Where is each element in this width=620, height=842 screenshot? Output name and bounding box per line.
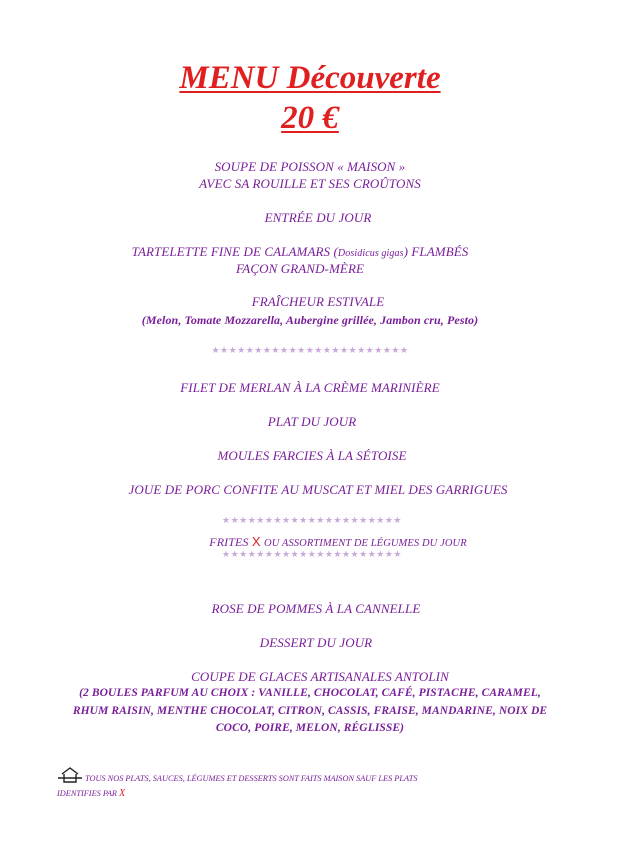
separator-stars-3: ★★★★★★★★★★★★★★★★★★★★★	[222, 550, 402, 560]
fraicheur-title: FRAÎCHEUR ESTIVALE	[251, 294, 385, 309]
tartelette-text-a: TARTELETTE FINE DE CALAMARS (	[131, 244, 338, 259]
main-item-moules: MOULES FARCIES À LA SÉTOISE	[217, 448, 407, 463]
main-item-joue-de-porc: JOUE DE PORC CONFITE AU MUSCAT ET MIEL DES GARRIGUES	[128, 482, 508, 497]
menu-price: 20 €	[281, 100, 339, 136]
tartelette-line-1	[0, 244, 610, 260]
homemade-marker-x: X	[251, 534, 261, 549]
main-item-plat-du-jour: PLAT DU JOUR	[267, 414, 357, 429]
scientific-name: Dosidicus gigas	[337, 248, 404, 259]
tartelette-line-2: FAÇON GRAND-MÈRE	[235, 261, 365, 276]
main-item-merlan: FILET DE MERLAN À LA CRÈME MARINIÈRE	[180, 380, 440, 395]
footer-note	[57, 766, 577, 800]
fraicheur-detail: (Melon, Tomate Mozzarella, Aubergine grillée, Jambon cru, Pesto)	[141, 313, 479, 327]
footer-text: TOUS NOS PLATS, SAUCES, LÉGUMES ET DESSERTS SONT FAITS MAISON SAUF LES PLATS	[85, 774, 418, 783]
dessert-detail-line-3: COCO, POIRE, MELON, RÉGLISSE)	[215, 722, 405, 734]
dessert-detail-line-1: (2 BOULES PARFUM AU CHOIX : VANILLE, CHOCOLAT, CAFÉ, PISTACHE, CARAMEL,	[79, 687, 541, 699]
separator-stars-2: ★★★★★★★★★★★★★★★★★★★★★	[222, 516, 402, 526]
tartelette-text-b: ) FLAMBÉS	[403, 244, 469, 259]
house-icon	[57, 766, 83, 788]
entree-du-jour: ENTRÉE DU JOUR	[264, 210, 372, 225]
sides-frites: FRITES	[209, 535, 249, 549]
soup-line-2: AVEC SA ROUILLE ET SES CROÛTONS	[199, 176, 421, 191]
dessert-coupe-glaces: COUPE DE GLACES ARTISANALES ANTOLIN	[191, 669, 449, 684]
menu-title: MENU Découverte	[179, 60, 441, 96]
footer-text-2: IDENTIFIES PAR	[57, 789, 117, 798]
soup-line-1: SOUPE DE POISSON « MAISON »	[214, 159, 406, 174]
sides-line	[28, 534, 620, 550]
dessert-rose-de-pommes: ROSE DE POMMES À LA CANNELLE	[211, 601, 421, 616]
sides-rest: OU ASSORTIMENT DE LÉGUMES DU JOUR	[264, 538, 467, 549]
dessert-detail-line-2: RHUM RAISIN, MENTHE CHOCOLAT, CITRON, CASSIS, FRAISE, MANDARINE, NOIX DE	[72, 705, 548, 717]
footer-marker-x: X	[119, 788, 126, 799]
dessert-du-jour: DESSERT DU JOUR	[259, 635, 373, 650]
separator-stars-1: ★★★★★★★★★★★★★★★★★★★★★★★	[211, 346, 409, 356]
